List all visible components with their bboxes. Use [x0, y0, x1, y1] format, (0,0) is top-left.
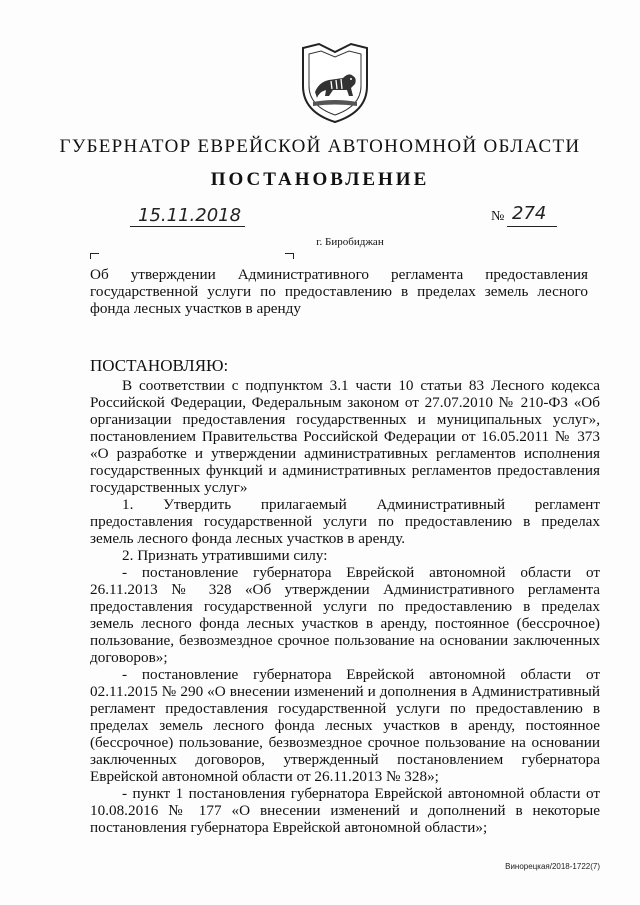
document-code: Винорецкая/2018-1722(7) — [505, 862, 600, 871]
repealed-item-paragraph: - постановление губернатора Еврейской автономной области от 26.11.2013 № 328 «Об утверждении Административного регламента предоставления государственной услуги по предоставлению в пределах земель лесного фонда лесных участков в аренду, постоянное (бессрочное) пользование, безвозмездное срочное пользование на основании заключенных договоров»; — [90, 564, 600, 666]
resolve-heading: ПОСТАНОВЛЯЮ: — [90, 356, 229, 375]
repealed-item-paragraph: - пункт 1 постановления губернатора Еврейской автономной области от 10.08.2016 № 177 «О внесении изменений и дополнений в некоторые постановления губернатора Еврейской автономной области»; — [90, 785, 600, 836]
organization-title: ГУБЕРНАТОР ЕВРЕЙСКОЙ АВТОНОМНОЙ ОБЛАСТИ — [59, 136, 581, 157]
document-type-title: ПОСТАНОВЛЕНИЕ — [210, 169, 430, 190]
number-label: № — [491, 209, 505, 224]
subject-bracket-right — [285, 253, 294, 259]
document-body — [90, 377, 600, 836]
document-subject: Об утверждении Административного регламента предоставления государственной услуги по предоставлению в пределах земель лесного фонда лесных участков в аренду — [90, 266, 588, 317]
item-1-paragraph: 1. Утвердить прилагаемый Административный регламент предоставления государственной услуги по предоставлению в пределах земель лесного фонда лесных участков в аренду. — [90, 496, 600, 547]
date-underline — [130, 226, 245, 227]
subject-bracket-left — [90, 253, 99, 259]
repealed-item-paragraph: - постановление губернатора Еврейской автономной области от 02.11.2015 № 290 «О внесении изменений и дополнения в Административный регламент предоставления государственной услуги по предоставлению в пределах земель лесного фонда лесных участков в аренду, постоянное (бессрочное) пользование, безвозмездное срочное пользование на основании заключенных договоров, утвержденный постановлением губернатора Еврейской автономной области от 26.11.2013 № 328»; — [90, 666, 600, 785]
number-underline — [507, 226, 557, 227]
coat-of-arms-emblem-icon — [299, 40, 371, 124]
item-2-paragraph: 2. Признать утратившими силу: — [122, 547, 328, 564]
document-date: 15.11.2018 — [138, 205, 242, 226]
document-number: 274 — [512, 203, 547, 224]
city-label: г. Биробиджан — [316, 236, 384, 248]
preamble-paragraph: В соответствии с подпунктом 3.1 части 10 статьи 83 Лесного кодекса Российской Федерации, Федеральным законом от 27.07.2010 № 210-ФЗ «Об организации предоставления государственных и муниципальных услуг», постановлением Правительства Российской Федерации от 16.05.2011 № 373 «О разработке и утверждении административных регламентов исполнения государственных функций и административных регламентов предоставления государственных услуг» — [90, 377, 600, 496]
